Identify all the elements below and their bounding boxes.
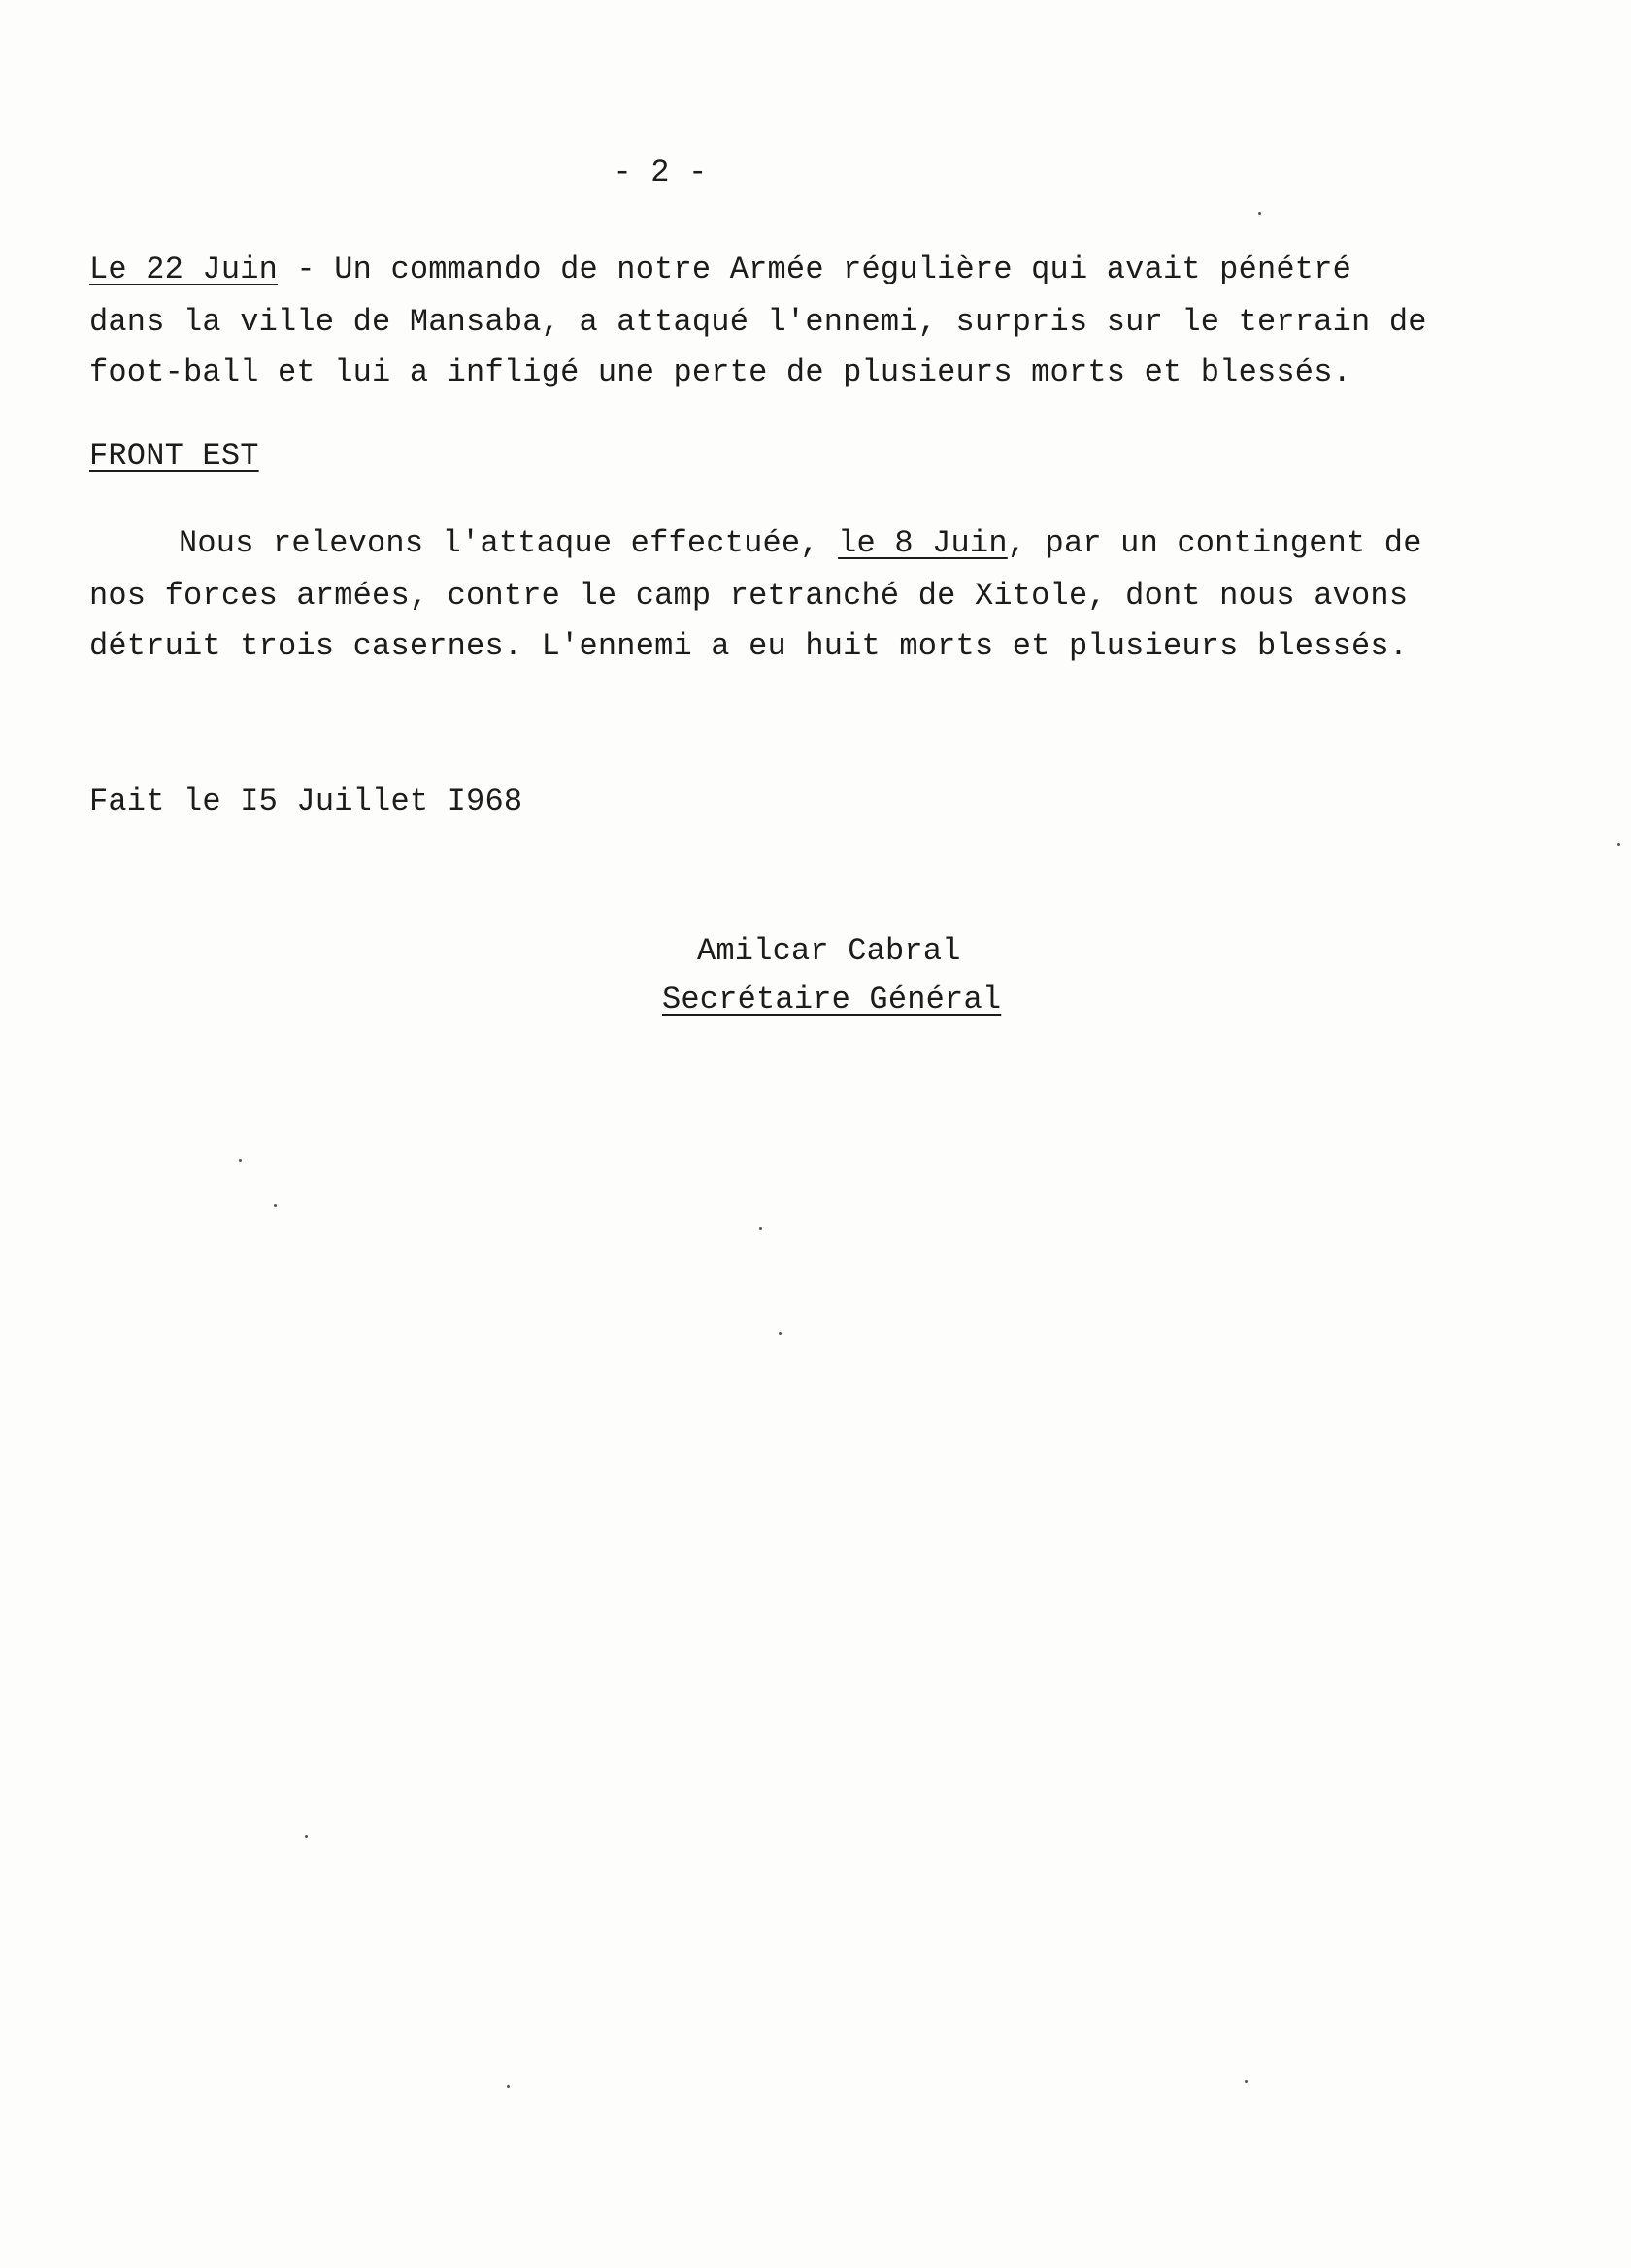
scan-speck	[759, 1227, 762, 1230]
paragraph-1-line-2: dans la ville de Mansaba, a attaqué l'ennemi, surpris sur le terrain de	[89, 304, 1427, 340]
section-heading: FRONT EST	[89, 438, 259, 474]
paragraph-1-line-1-text: - Un commando de notre Armée régulière qui avait pénétré	[278, 251, 1352, 287]
scan-speck	[1617, 843, 1620, 846]
paragraph-2-date: le 8 Juin	[838, 525, 1008, 561]
scan-speck	[1245, 2080, 1248, 2083]
paragraph-2-line-2: nos forces armées, contre le camp retranché de Xitole, dont nous avons	[89, 578, 1409, 614]
paragraph-1-line-3: foot-ball et lui a infligé une perte de plusieurs morts et blessés.	[89, 354, 1352, 390]
paragraph-1-line-1	[89, 250, 1351, 289]
scan-speck	[274, 1204, 277, 1207]
paragraph-2-line-1	[179, 524, 1422, 563]
paragraph-2-line-1-after: , par un contingent de	[1007, 525, 1422, 561]
scan-speck	[239, 1159, 242, 1162]
paragraph-2-line-1-before: Nous relevons l'attaque effectuée,	[179, 525, 839, 561]
paragraph-2-line-3: détruit trois casernes. L'ennemi a eu huit morts et plusieurs blessés.	[89, 628, 1409, 664]
scan-speck	[507, 2085, 510, 2088]
scan-speck	[305, 1835, 308, 1838]
scan-speck	[1258, 212, 1261, 215]
date-line: Fait le I5 Juillet I968	[89, 784, 523, 819]
page-number: - 2 -	[613, 154, 708, 190]
signature-title: Secrétaire Général	[662, 982, 1002, 1017]
paragraph-1-date: Le 22 Juin	[89, 251, 279, 287]
signature-name: Amilcar Cabral	[697, 933, 961, 969]
scan-speck	[779, 1332, 782, 1335]
